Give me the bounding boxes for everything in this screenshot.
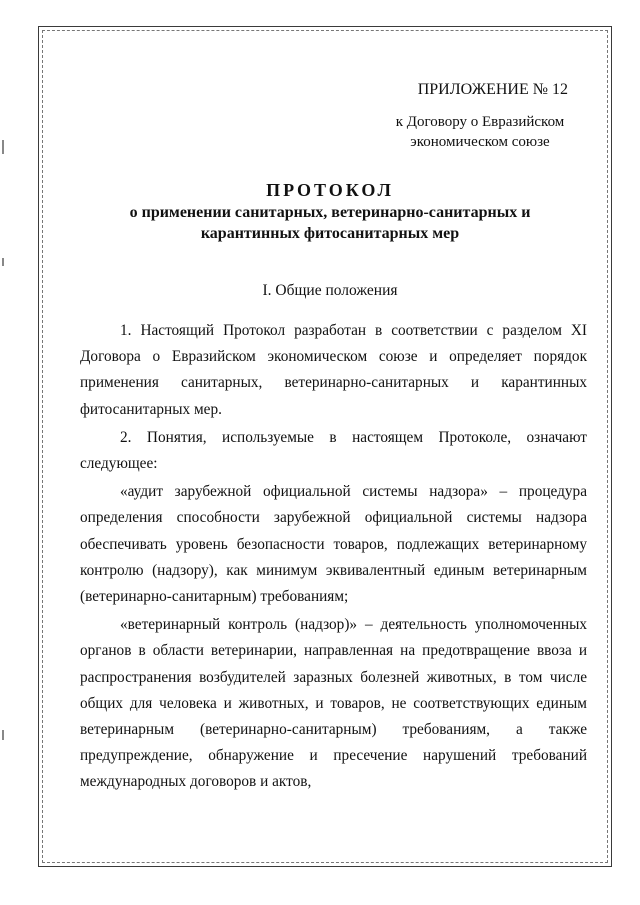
title-main: ПРОТОКОЛ <box>266 180 394 200</box>
section-heading: I. Общие положения <box>262 282 398 299</box>
body-text <box>80 318 587 796</box>
scan-mark <box>2 140 4 154</box>
annex-number: ПРИЛОЖЕНИЕ № 12 <box>417 81 568 98</box>
title-subtitle-line2: карантинных фитосанитарных мер <box>200 225 460 242</box>
paragraph: 1. Настоящий Протокол разработан в соответствии с разделом XI Договора о Евразийском экономическом союзе и определяет порядок применения санитарных, ветеринарно-санитарных и карантинных фитосанитарных мер. <box>80 322 587 418</box>
annex-reference-line1: к Договору о Евразийском <box>395 114 565 130</box>
paragraph: «аудит зарубежной официальной системы надзора» – процедура определения способности зарубежной официальной системы надзора обеспечивать уровень безопасности товаров, подлежащих ветеринарному контролю (надзору), как минимум эквивалентный единым ветеринарным (ветеринарно-санитарным) требованиям; <box>80 483 587 606</box>
annex-reference-line2: экономическом союзе <box>410 134 550 150</box>
annex-header <box>380 80 580 152</box>
scan-mark <box>2 258 4 266</box>
title-subtitle-line1: о применении санитарных, ветеринарно-санитарных и <box>129 204 531 221</box>
paragraph: 2. Понятия, используемые в настоящем Протоколе, означают следующее: <box>80 428 587 473</box>
scan-mark <box>2 730 4 740</box>
document-title <box>80 178 580 244</box>
paragraph: «ветеринарный контроль (надзор)» – деятельность уполномоченных органов в области ветеринарии, направленная на предотвращение ввоза и распространения возбудителей заразных болезней животных, в том числе общих для человека и животных, и товаров, не соответствующих единым ветеринарным (ветеринарно-санитарным) требованиям, а также предупреждение, обнаружение и пресечение нарушений требований международных договоров и актов, <box>80 616 587 791</box>
